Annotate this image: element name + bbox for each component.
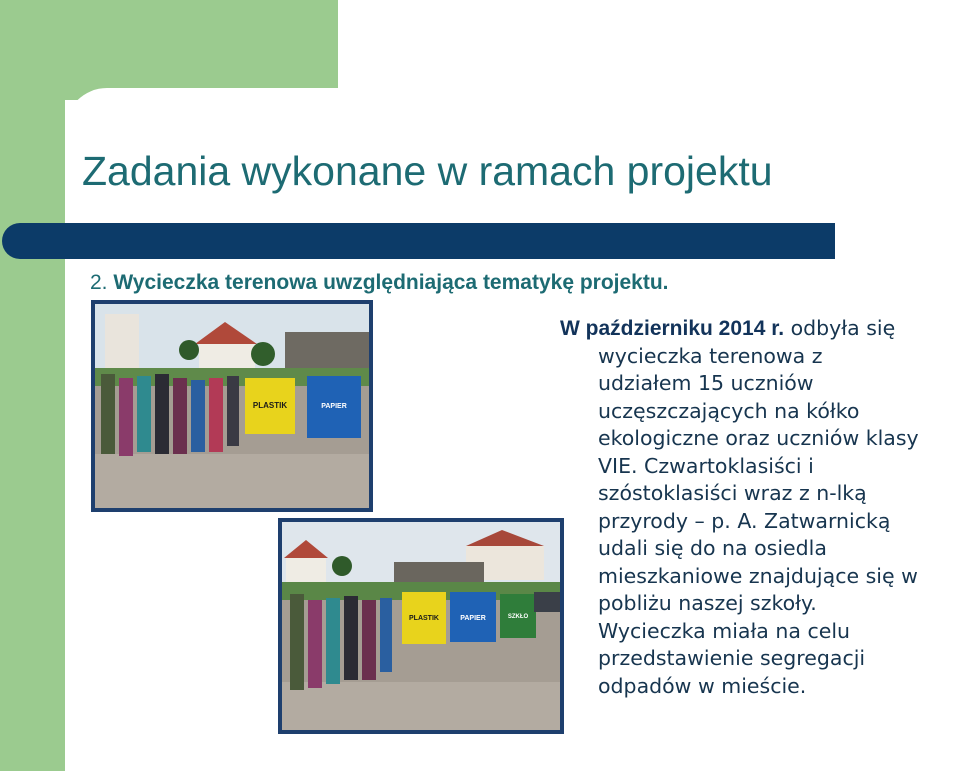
trip-description bbox=[560, 315, 960, 700]
decorative-title-bar bbox=[2, 223, 835, 259]
subtitle-text: Wycieczka terenowa uwzględniająca tematykę projektu. bbox=[107, 271, 669, 294]
description-line: pobliżu naszej szkoły. bbox=[598, 591, 817, 615]
description-line: przedstawienie segregacji bbox=[598, 646, 866, 670]
description-line: mieszkaniowe znajdujące się w bbox=[598, 563, 918, 588]
bin-label-papier: PAPIER bbox=[460, 615, 486, 622]
bin-label-plastik: PLASTIK bbox=[252, 401, 288, 410]
description-line: uczęszczających na kółko bbox=[598, 398, 860, 423]
description-line: przyrody – p. A. Zatwarnicką bbox=[598, 508, 891, 533]
field-trip-photo-1 bbox=[91, 300, 373, 512]
description-line: udali się do na osiedla bbox=[598, 536, 827, 560]
description-line: ekologiczne oraz uczniów klasy bbox=[598, 426, 919, 450]
bin-label-szklo: SZKŁO bbox=[507, 614, 529, 620]
description-line: szóstoklasiści wraz z n-lką bbox=[598, 481, 867, 505]
bin-label-plastik: PLASTIK bbox=[409, 615, 439, 622]
field-trip-photo-2-image bbox=[282, 522, 560, 730]
bin-label-papier: PAPIER bbox=[321, 403, 347, 410]
slide-title: Zadania wykonane w ramach projektu bbox=[82, 148, 773, 194]
description-lead: W październiku 2014 r. bbox=[560, 317, 785, 340]
description-line: wycieczka terenowa z bbox=[598, 343, 823, 368]
subtitle-number: 2. bbox=[90, 271, 108, 294]
description-line: Wycieczka miała na celu bbox=[598, 618, 851, 643]
field-trip-photo-2 bbox=[278, 518, 564, 734]
description-line: W październiku 2014 r. odbyła się bbox=[560, 316, 896, 340]
description-line: udziałem 15 uczniów bbox=[598, 371, 814, 395]
description-line: odpadów w mieście. bbox=[598, 673, 807, 698]
decorative-green-strip bbox=[0, 0, 65, 771]
field-trip-photo-1-image bbox=[95, 304, 369, 508]
description-line: VIE. Czwartoklasiści i bbox=[598, 453, 814, 478]
slide-subtitle bbox=[90, 271, 669, 295]
